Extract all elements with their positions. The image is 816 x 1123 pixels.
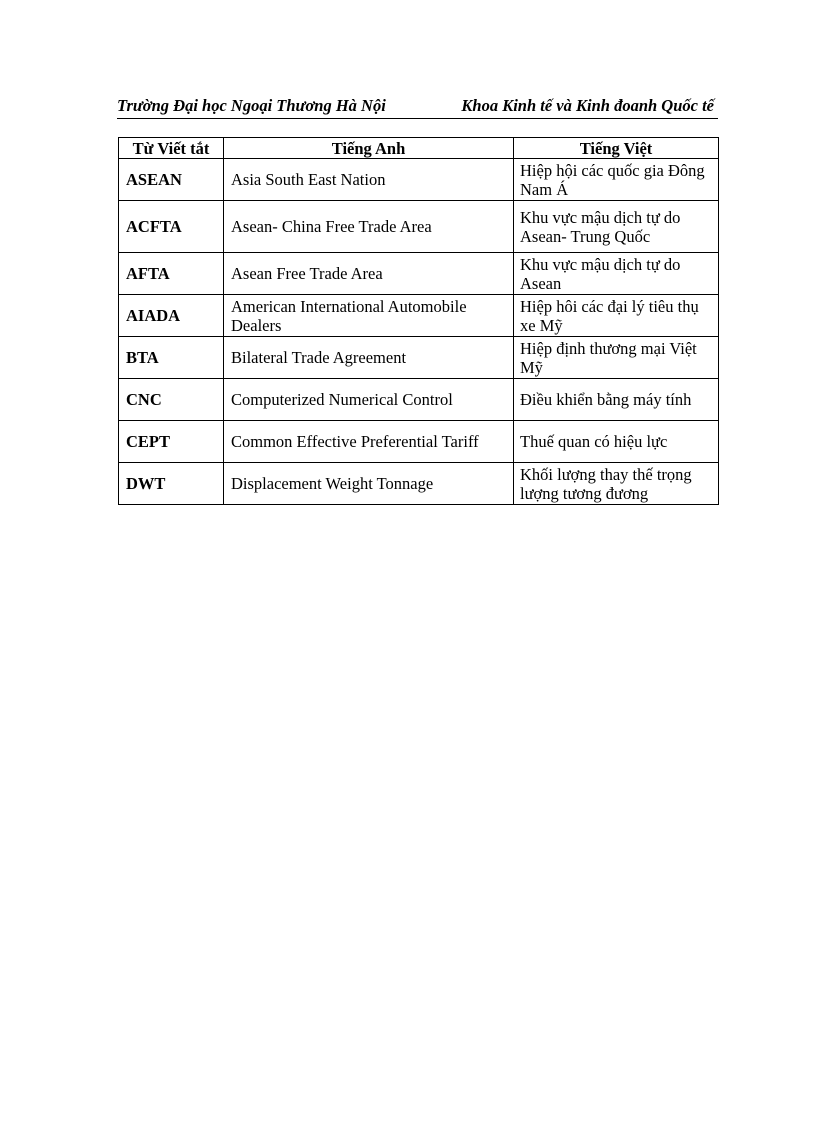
vietnamese-cell: Hiệp hội các quốc gia Đông Nam Á: [514, 159, 719, 201]
table-row: [119, 379, 719, 421]
table-row: [119, 159, 719, 201]
table-row: [119, 463, 719, 505]
abbreviation-cell: ACFTA: [119, 201, 224, 253]
table-row: [119, 295, 719, 337]
header-faculty: Khoa Kinh tế và Kinh đoanh Quốc tế: [461, 96, 714, 115]
column-header-abbreviation: Từ Viết tắt: [119, 138, 224, 159]
abbreviation-cell: ASEAN: [119, 159, 224, 201]
english-cell: Asia South East Nation: [224, 159, 514, 201]
abbreviation-cell: CEPT: [119, 421, 224, 463]
table-row: [119, 421, 719, 463]
abbreviation-cell: AIADA: [119, 295, 224, 337]
vietnamese-cell: Hiệp định thương mại Việt Mỹ: [514, 337, 719, 379]
english-cell: Common Effective Preferential Tariff: [224, 421, 514, 463]
vietnamese-cell: Khu vực mậu dịch tự do Asean- Trung Quốc: [514, 201, 719, 253]
english-cell: Asean- China Free Trade Area: [224, 201, 514, 253]
abbreviation-cell: BTA: [119, 337, 224, 379]
english-cell: Bilateral Trade Agreement: [224, 337, 514, 379]
table-row: [119, 201, 719, 253]
abbreviation-cell: DWT: [119, 463, 224, 505]
english-cell: Displacement Weight Tonnage: [224, 463, 514, 505]
vietnamese-cell: Khối lượng thay thế trọng lượng tương đương: [514, 463, 719, 505]
column-header-vietnamese: Tiếng Việt: [514, 138, 719, 159]
vietnamese-cell: Điều khiển bằng máy tính: [514, 379, 719, 421]
english-cell: Computerized Numerical Control: [224, 379, 514, 421]
table-header-row: [119, 138, 719, 159]
page-header: [117, 94, 718, 119]
vietnamese-cell: Thuế quan có hiệu lực: [514, 421, 719, 463]
table-row: [119, 337, 719, 379]
header-university: Trường Đại học Ngoại Thương Hà Nội: [117, 96, 386, 115]
vietnamese-cell: Hiệp hôi các đại lý tiêu thụ xe Mỹ: [514, 295, 719, 337]
table-row: [119, 253, 719, 295]
vietnamese-cell: Khu vực mậu dịch tự do Asean: [514, 253, 719, 295]
abbreviation-cell: CNC: [119, 379, 224, 421]
column-header-english: Tiếng Anh: [224, 138, 514, 159]
english-cell: American International Automobile Dealers: [224, 295, 514, 337]
abbreviation-table: [118, 137, 719, 505]
english-cell: Asean Free Trade Area: [224, 253, 514, 295]
abbreviation-cell: AFTA: [119, 253, 224, 295]
